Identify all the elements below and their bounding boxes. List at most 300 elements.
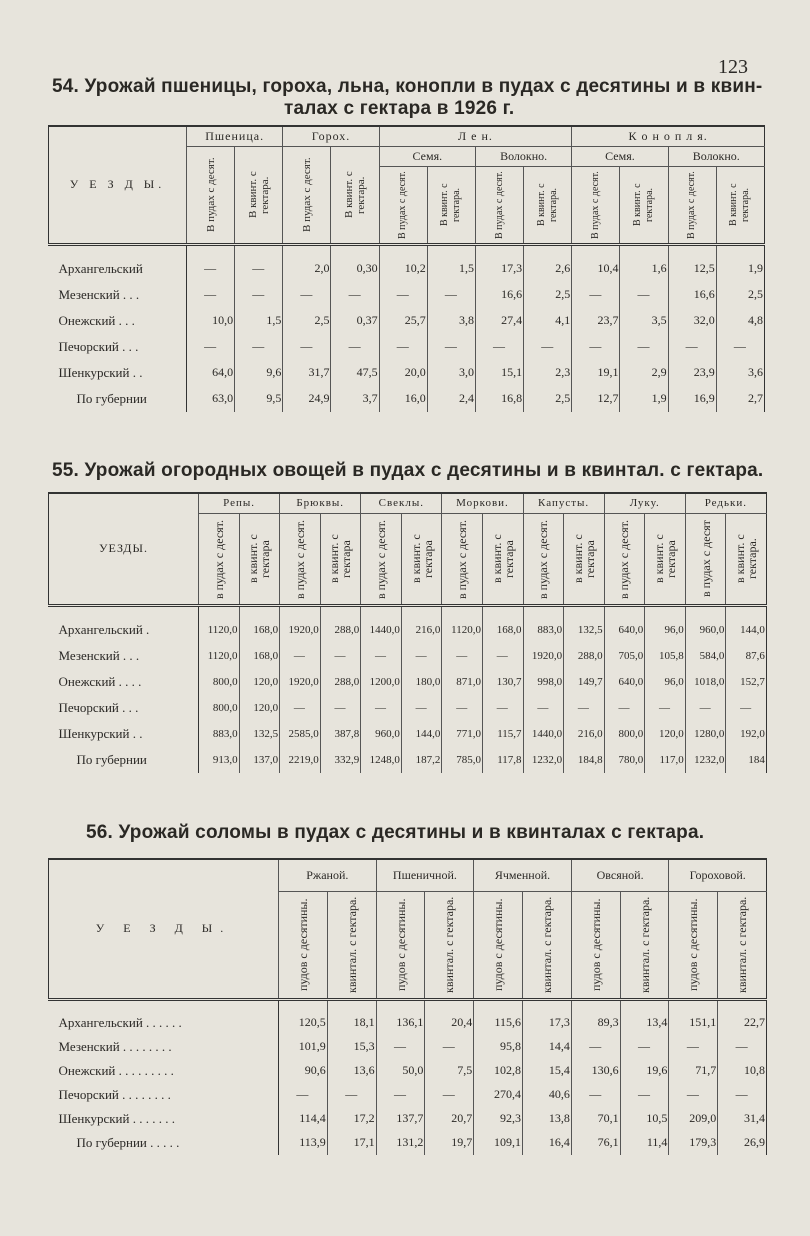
table-cell: 13,4: [620, 999, 669, 1035]
t55-col-header: в квинт. с гектара: [564, 513, 605, 605]
table-55-group-beet: Свеклы.: [361, 493, 442, 513]
t56-col-header: пудов с десятины.: [376, 891, 425, 999]
table-cell: 16,6: [668, 282, 716, 308]
table-cell: —: [283, 334, 331, 360]
table-56-title: 56. Урожай соломы в пудах с десятины и в квинталах с гектара.: [86, 822, 705, 843]
table-cell: 16,0: [379, 386, 427, 412]
table-cell: 179,3: [669, 1131, 718, 1155]
table-cell: 1120,0: [442, 605, 483, 643]
table-cell: 883,0: [523, 605, 564, 643]
table-cell: 17,2: [327, 1107, 376, 1131]
table-56: [48, 858, 767, 1155]
table-cell: 2,7: [716, 386, 764, 412]
table-cell: 18,1: [327, 999, 376, 1035]
table-row: [49, 282, 765, 308]
row-label: По губернии: [49, 747, 199, 773]
table-row: [49, 386, 765, 412]
table-cell: 101,9: [279, 1035, 328, 1059]
table-cell: 11,4: [620, 1131, 669, 1155]
table-54-title-line1: 54. Урожай пшеницы, гороха, льна, конопли в пудах с десятины и в квин-: [52, 76, 763, 97]
table-cell: 216,0: [401, 605, 442, 643]
table-row: [49, 1083, 767, 1107]
table-cell: 0,30: [331, 244, 379, 282]
table-cell: —: [668, 334, 716, 360]
table-54-col-header: В квинт. с гектара.: [620, 166, 668, 244]
table-56-corner: У Е З Д Ы.: [49, 859, 279, 999]
table-54-group-hemp: К о н о п л я.: [572, 126, 765, 146]
row-label: Мезенский . . .: [49, 643, 199, 669]
table-cell: —: [320, 643, 361, 669]
table-cell: 184,8: [564, 747, 605, 773]
table-cell: 168,0: [482, 605, 523, 643]
table-cell: 25,7: [379, 308, 427, 334]
table-cell: 2,5: [524, 386, 572, 412]
table-cell: —: [331, 334, 379, 360]
table-row: [49, 308, 765, 334]
table-cell: 102,8: [474, 1059, 523, 1083]
table-cell: 1440,0: [523, 721, 564, 747]
table-cell: —: [379, 334, 427, 360]
table-cell: —: [482, 643, 523, 669]
t56-col-header: квинтал. с гектара.: [425, 891, 474, 999]
table-cell: —: [645, 695, 686, 721]
table-cell: 17,3: [475, 244, 523, 282]
table-cell: 1120,0: [199, 643, 240, 669]
table-cell: 0,37: [331, 308, 379, 334]
table-cell: 800,0: [199, 695, 240, 721]
table-cell: 12,7: [572, 386, 620, 412]
table-cell: 640,0: [604, 669, 645, 695]
t55-col-header: в квинт. с гектара: [482, 513, 523, 605]
table-row: [49, 643, 767, 669]
table-cell: 105,8: [645, 643, 686, 669]
table-cell: 10,4: [572, 244, 620, 282]
row-label: Мезенский . . . . . . . .: [49, 1035, 279, 1059]
table-cell: 960,0: [685, 605, 726, 643]
row-label: По губернии . . . . .: [49, 1131, 279, 1155]
table-cell: 50,0: [376, 1059, 425, 1083]
row-label: Архангельский . . . . . .: [49, 999, 279, 1035]
table-cell: —: [716, 334, 764, 360]
table-cell: —: [427, 282, 475, 308]
table-cell: 2585,0: [280, 721, 321, 747]
page-number: 123: [718, 56, 748, 78]
table-row: [49, 244, 765, 282]
table-54-sub-flax-seed: Семя.: [379, 146, 475, 166]
t55-col-header: в квинт. с гектара: [401, 513, 442, 605]
table-row: [49, 1059, 767, 1083]
table-cell: 17,1: [327, 1131, 376, 1155]
table-cell: 87,6: [726, 643, 767, 669]
table-cell: 130,6: [571, 1059, 620, 1083]
table-cell: 2,5: [524, 282, 572, 308]
table-cell: 3,8: [427, 308, 475, 334]
table-cell: 209,0: [669, 1107, 718, 1131]
table-cell: 871,0: [442, 669, 483, 695]
row-label: Шенкурский . .: [49, 721, 199, 747]
table-cell: 184: [726, 747, 767, 773]
table-cell: 780,0: [604, 747, 645, 773]
t55-col-header: в пудах с десят.: [604, 513, 645, 605]
table-cell: 144,0: [401, 721, 442, 747]
table-cell: 1,5: [235, 308, 283, 334]
table-cell: 13,8: [523, 1107, 572, 1131]
table-cell: 96,0: [645, 669, 686, 695]
table-54-col-header: В квинт. с гектара.: [524, 166, 572, 244]
table-cell: —: [401, 643, 442, 669]
table-cell: 192,0: [726, 721, 767, 747]
table-54-col-header: В квинт. с гектара.: [235, 146, 283, 244]
table-cell: 64,0: [187, 360, 235, 386]
table-cell: 1,9: [716, 244, 764, 282]
table-cell: —: [379, 282, 427, 308]
table-56-group-rye: Ржаной.: [279, 859, 377, 891]
table-54-col-header: В квинт. с гектара.: [427, 166, 475, 244]
table-cell: 10,8: [718, 1059, 767, 1083]
table-cell: 20,7: [425, 1107, 474, 1131]
table-cell: 114,4: [279, 1107, 328, 1131]
table-cell: 10,5: [620, 1107, 669, 1131]
table-cell: 20,0: [379, 360, 427, 386]
table-54-col-header: В пудах с десят.: [668, 166, 716, 244]
table-55-corner: УЕЗДЫ.: [49, 493, 199, 605]
table-cell: 1,9: [620, 386, 668, 412]
table-cell: 10,0: [187, 308, 235, 334]
t55-col-header: в квинт. с гектара: [320, 513, 361, 605]
table-cell: —: [620, 282, 668, 308]
table-54-sub-hemp-seed: Семя.: [572, 146, 668, 166]
table-cell: 288,0: [320, 669, 361, 695]
table-cell: —: [726, 695, 767, 721]
table-cell: —: [327, 1083, 376, 1107]
table-cell: 771,0: [442, 721, 483, 747]
t55-col-header: в пудах с десят.: [523, 513, 564, 605]
table-row: [49, 1131, 767, 1155]
t56-col-header: квинтал. с гектара.: [327, 891, 376, 999]
table-cell: 26,9: [718, 1131, 767, 1155]
table-cell: —: [280, 643, 321, 669]
t56-col-header: пудов с десятины.: [279, 891, 328, 999]
table-cell: 785,0: [442, 747, 483, 773]
table-54-col-header: В пудах с десят.: [187, 146, 235, 244]
table-cell: —: [475, 334, 523, 360]
table-cell: —: [524, 334, 572, 360]
t55-col-header: в квинт. с гектара: [239, 513, 280, 605]
table-cell: 288,0: [320, 605, 361, 643]
table-cell: 168,0: [239, 643, 280, 669]
table-cell: 137,0: [239, 747, 280, 773]
table-cell: 136,1: [376, 999, 425, 1035]
table-cell: 1440,0: [361, 605, 402, 643]
table-cell: 3,5: [620, 308, 668, 334]
table-cell: 4,8: [716, 308, 764, 334]
table-cell: 70,1: [571, 1107, 620, 1131]
table-cell: 40,6: [523, 1083, 572, 1107]
table-cell: —: [718, 1083, 767, 1107]
table-cell: 584,0: [685, 643, 726, 669]
table-54-col-header: В пудах с десят.: [475, 166, 523, 244]
table-54-title-line2: талах с гектара в 1926 г.: [284, 98, 515, 119]
table-cell: 115,6: [474, 999, 523, 1035]
table-cell: —: [620, 334, 668, 360]
table-cell: —: [604, 695, 645, 721]
table-cell: 2219,0: [280, 747, 321, 773]
table-cell: 113,9: [279, 1131, 328, 1155]
table-cell: —: [187, 282, 235, 308]
row-label: Шенкурский . .: [49, 360, 187, 386]
t55-col-header: в квинт. с гектара.: [726, 513, 767, 605]
table-cell: 130,7: [482, 669, 523, 695]
t55-col-header: в пудах с десят.: [199, 513, 240, 605]
table-cell: 15,1: [475, 360, 523, 386]
table-cell: 2,0: [283, 244, 331, 282]
table-cell: —: [361, 643, 402, 669]
table-cell: 1200,0: [361, 669, 402, 695]
table-cell: 24,9: [283, 386, 331, 412]
table-cell: 1,5: [427, 244, 475, 282]
table-55-title: 55. Урожай огородных овощей в пудах с десятины и в квинтал. с гектара.: [52, 460, 764, 481]
table-row: [49, 695, 767, 721]
table-cell: 1248,0: [361, 747, 402, 773]
t56-col-header: пудов с десятины.: [669, 891, 718, 999]
t55-col-header: в пудах с десят: [685, 513, 726, 605]
table-cell: —: [572, 334, 620, 360]
table-cell: 32,0: [668, 308, 716, 334]
table-cell: 10,2: [379, 244, 427, 282]
table-54-col-header: В квинт. с гектара.: [331, 146, 379, 244]
table-cell: 23,9: [668, 360, 716, 386]
table-cell: 1920,0: [523, 643, 564, 669]
table-56-group-oat: Овсяной.: [571, 859, 669, 891]
table-cell: —: [442, 695, 483, 721]
table-cell: 120,0: [645, 721, 686, 747]
table-cell: 115,7: [482, 721, 523, 747]
table-54-col-header: В пудах с десят.: [283, 146, 331, 244]
table-cell: 998,0: [523, 669, 564, 695]
table-cell: —: [425, 1035, 474, 1059]
table-cell: —: [376, 1035, 425, 1059]
table-cell: —: [571, 1083, 620, 1107]
table-cell: —: [235, 334, 283, 360]
table-54-group-wheat: Пшеница.: [187, 126, 283, 146]
table-cell: 17,3: [523, 999, 572, 1035]
table-cell: 151,1: [669, 999, 718, 1035]
table-cell: 2,5: [716, 282, 764, 308]
table-cell: 22,7: [718, 999, 767, 1035]
table-cell: 216,0: [564, 721, 605, 747]
table-54-title: [52, 76, 772, 120]
row-label: Онежский . . .: [49, 308, 187, 334]
table-cell: 19,1: [572, 360, 620, 386]
t56-col-header: пудов с десятины.: [474, 891, 523, 999]
table-cell: —: [482, 695, 523, 721]
table-cell: 16,4: [523, 1131, 572, 1155]
table-cell: 31,7: [283, 360, 331, 386]
table-cell: —: [425, 1083, 474, 1107]
table-cell: 92,3: [474, 1107, 523, 1131]
t55-col-header: в пудах с десят.: [442, 513, 483, 605]
table-cell: 2,3: [524, 360, 572, 386]
table-cell: 137,7: [376, 1107, 425, 1131]
table-cell: 16,9: [668, 386, 716, 412]
table-54-group-peas: Горох.: [283, 126, 379, 146]
table-cell: 15,3: [327, 1035, 376, 1059]
table-54-col-header: В пудах с десят.: [379, 166, 427, 244]
table-cell: 109,1: [474, 1131, 523, 1155]
table-cell: 800,0: [199, 669, 240, 695]
table-cell: 16,6: [475, 282, 523, 308]
table-cell: 19,6: [620, 1059, 669, 1083]
table-cell: 913,0: [199, 747, 240, 773]
table-cell: 9,5: [235, 386, 283, 412]
table-56-group-barley: Ячменной.: [474, 859, 572, 891]
table-cell: 76,1: [571, 1131, 620, 1155]
table-row: [49, 1035, 767, 1059]
table-row: [49, 669, 767, 695]
table-cell: 187,2: [401, 747, 442, 773]
table-cell: —: [280, 695, 321, 721]
table-cell: 1120,0: [199, 605, 240, 643]
table-cell: 1232,0: [523, 747, 564, 773]
table-56-group-wheat: Пшеничной.: [376, 859, 474, 891]
table-cell: —: [564, 695, 605, 721]
table-cell: 2,5: [283, 308, 331, 334]
table-cell: —: [718, 1035, 767, 1059]
row-label: Печорский . . . . . . . .: [49, 1083, 279, 1107]
table-cell: 47,5: [331, 360, 379, 386]
table-cell: —: [331, 282, 379, 308]
t55-col-header: в квинт. с гектара: [645, 513, 686, 605]
table-cell: —: [187, 334, 235, 360]
table-cell: 31,4: [718, 1107, 767, 1131]
table-54-sub-hemp-fiber: Волокно.: [668, 146, 764, 166]
table-cell: 960,0: [361, 721, 402, 747]
table-cell: 7,5: [425, 1059, 474, 1083]
table-cell: 96,0: [645, 605, 686, 643]
table-cell: 16,8: [475, 386, 523, 412]
table-cell: 2,6: [524, 244, 572, 282]
table-cell: 640,0: [604, 605, 645, 643]
table-cell: —: [685, 695, 726, 721]
table-cell: 800,0: [604, 721, 645, 747]
t55-col-header: в пудах с десят.: [361, 513, 402, 605]
table-cell: 14,4: [523, 1035, 572, 1059]
table-cell: 4,1: [524, 308, 572, 334]
table-cell: 13,6: [327, 1059, 376, 1083]
table-row: [49, 721, 767, 747]
table-row: [49, 360, 765, 386]
table-54-group-flax: Л е н.: [379, 126, 572, 146]
table-cell: 149,7: [564, 669, 605, 695]
table-cell: —: [361, 695, 402, 721]
row-label: Шенкурский . . . . . . .: [49, 1107, 279, 1131]
table-cell: —: [620, 1035, 669, 1059]
table-cell: 63,0: [187, 386, 235, 412]
t56-col-header: квинтал. с гектара.: [718, 891, 767, 999]
table-cell: 71,7: [669, 1059, 718, 1083]
table-54-col-header: В квинт. с гектара.: [716, 166, 764, 244]
t56-col-header: квинтал. с гектара.: [620, 891, 669, 999]
table-cell: —: [279, 1083, 328, 1107]
row-label: Онежский . . . . . . . . .: [49, 1059, 279, 1083]
table-cell: 3,0: [427, 360, 475, 386]
table-cell: 1018,0: [685, 669, 726, 695]
table-cell: —: [572, 282, 620, 308]
table-cell: 120,5: [279, 999, 328, 1035]
table-cell: 117,0: [645, 747, 686, 773]
table-cell: 180,0: [401, 669, 442, 695]
table-55-group-rutabaga: Брюквы.: [280, 493, 361, 513]
table-cell: 883,0: [199, 721, 240, 747]
table-cell: 705,0: [604, 643, 645, 669]
table-cell: —: [571, 1035, 620, 1059]
table-row: [49, 334, 765, 360]
table-row: [49, 1107, 767, 1131]
row-label: Мезенский . . .: [49, 282, 187, 308]
table-cell: 132,5: [239, 721, 280, 747]
table-cell: 270,4: [474, 1083, 523, 1107]
table-cell: 131,2: [376, 1131, 425, 1155]
table-cell: 1920,0: [280, 605, 321, 643]
row-label: Онежский . . . .: [49, 669, 199, 695]
table-cell: 2,4: [427, 386, 475, 412]
table-cell: —: [283, 282, 331, 308]
table-54: [48, 125, 765, 412]
t55-col-header: в пудах с десят.: [280, 513, 321, 605]
table-cell: —: [620, 1083, 669, 1107]
table-cell: 23,7: [572, 308, 620, 334]
row-label: По губернии: [49, 386, 187, 412]
table-cell: —: [427, 334, 475, 360]
table-cell: 15,4: [523, 1059, 572, 1083]
table-55-group-cabbage: Капусты.: [523, 493, 604, 513]
row-label: Архангельский .: [49, 605, 199, 643]
table-cell: —: [669, 1083, 718, 1107]
t56-col-header: пудов с десятины.: [571, 891, 620, 999]
table-cell: 1280,0: [685, 721, 726, 747]
table-cell: 9,6: [235, 360, 283, 386]
row-label: Печорский . . .: [49, 334, 187, 360]
table-cell: —: [376, 1083, 425, 1107]
table-cell: 1232,0: [685, 747, 726, 773]
table-cell: —: [235, 244, 283, 282]
t56-col-header: квинтал. с гектара.: [523, 891, 572, 999]
table-cell: 117,8: [482, 747, 523, 773]
table-54-sub-flax-fiber: Волокно.: [475, 146, 571, 166]
table-cell: —: [235, 282, 283, 308]
table-cell: —: [523, 695, 564, 721]
table-55-group-carrot: Моркови.: [442, 493, 523, 513]
table-cell: 120,0: [239, 695, 280, 721]
table-cell: 89,3: [571, 999, 620, 1035]
table-cell: 20,4: [425, 999, 474, 1035]
table-55-group-turnip: Репы.: [199, 493, 280, 513]
table-cell: 19,7: [425, 1131, 474, 1155]
table-cell: 27,4: [475, 308, 523, 334]
table-cell: 120,0: [239, 669, 280, 695]
table-cell: 332,9: [320, 747, 361, 773]
table-cell: —: [442, 643, 483, 669]
table-row: [49, 605, 767, 643]
table-cell: 288,0: [564, 643, 605, 669]
table-row: [49, 999, 767, 1035]
table-cell: 132,5: [564, 605, 605, 643]
table-cell: 3,7: [331, 386, 379, 412]
table-55: [48, 492, 767, 773]
table-cell: —: [669, 1035, 718, 1059]
table-cell: 90,6: [279, 1059, 328, 1083]
table-cell: 168,0: [239, 605, 280, 643]
